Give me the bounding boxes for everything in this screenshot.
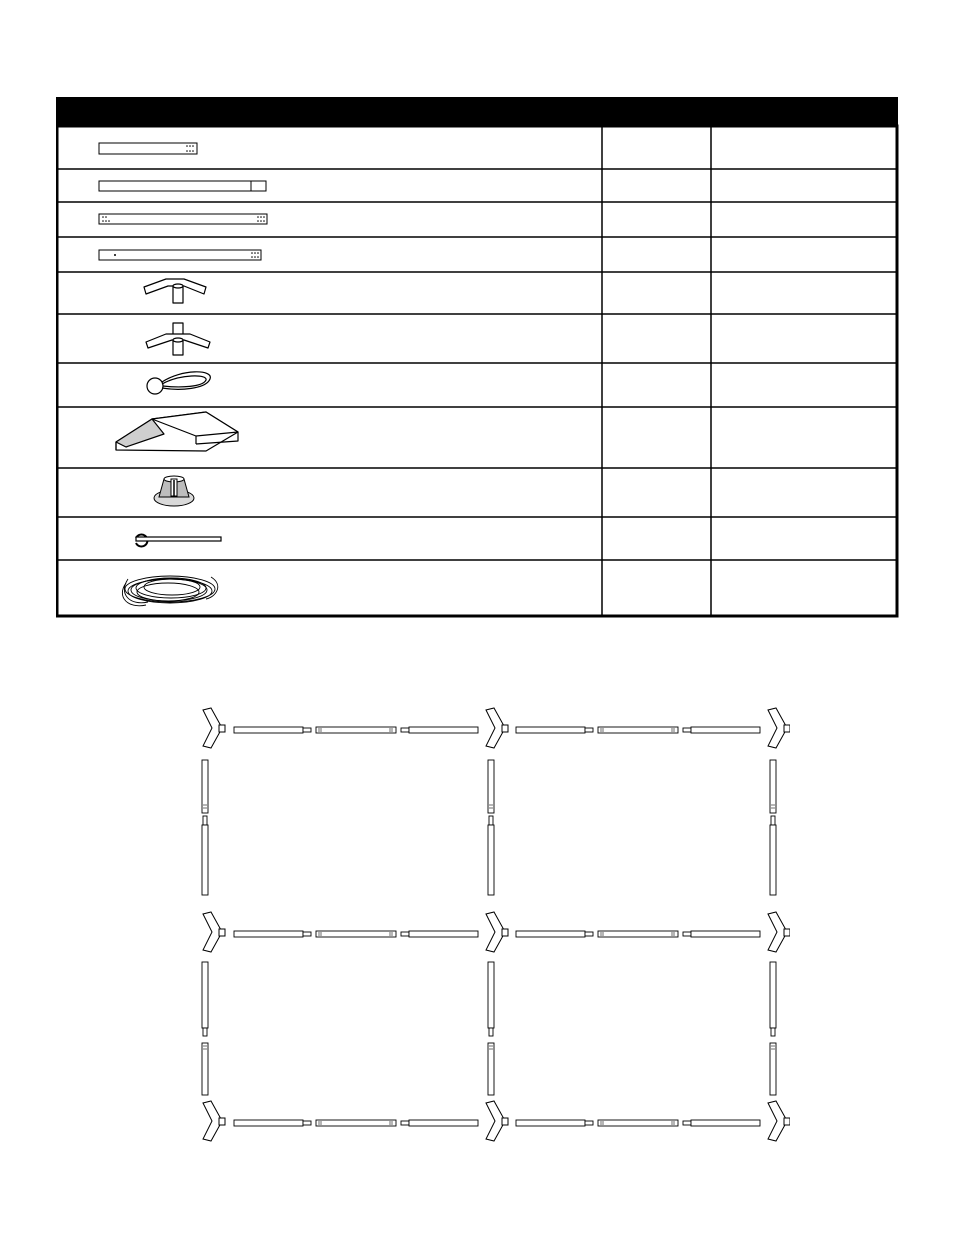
- table-border: [57, 126, 897, 616]
- top-row-frame: [203, 708, 790, 748]
- ball-bungee-icon: [147, 372, 210, 394]
- lower-verticals: [202, 962, 776, 1095]
- long-pole-with-swaged-end-icon: [99, 181, 266, 191]
- parts-table: [56, 97, 900, 619]
- pole-with-single-hole-icon: [99, 250, 261, 260]
- rope-icon: [122, 576, 217, 606]
- middle-row-frame: [203, 912, 790, 952]
- canopy-cover-icon: [116, 412, 238, 451]
- bottom-row-frame: [203, 1101, 790, 1141]
- table-header: [56, 97, 898, 127]
- pole-with-holes-both-ends-icon: [99, 214, 267, 224]
- upper-verticals: [202, 760, 776, 895]
- short-pole-with-holes-icon: [99, 143, 197, 154]
- stake-icon: [136, 535, 221, 547]
- middle-connector-icon: [146, 323, 210, 355]
- frame-assembly-diagram-icon: [190, 700, 790, 1160]
- corner-connector-icon: [144, 279, 206, 303]
- foot-plate-icon: [154, 476, 194, 506]
